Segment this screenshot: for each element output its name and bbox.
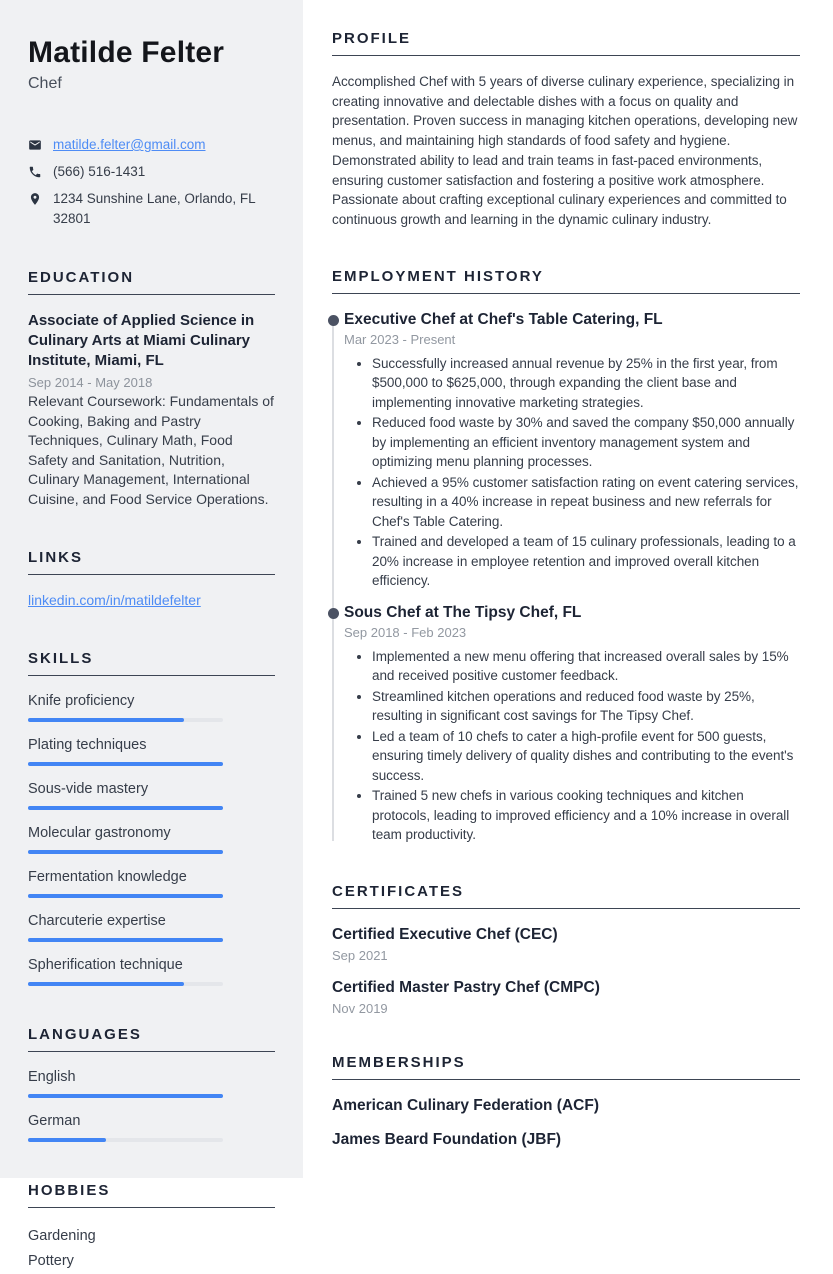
email-link[interactable]: matilde.felter@gmail.com [53,137,206,152]
job-entry [344,603,800,845]
language-item [28,1112,275,1142]
phone-icon [28,162,42,179]
languages-list [28,1068,275,1142]
level-bar-track [28,718,223,722]
level-bar-fill [28,982,184,986]
level-bar-fill [28,894,223,898]
job-bullet-text: Trained and developed a team of 15 culinary professionals, leading to a 20% increase in employee retention and improved overall kitchen efficiency. [372,534,796,589]
hobbies-section [28,1182,275,1274]
memberships-heading: MEMBERSHIPS [332,1054,800,1080]
hobbies-heading: HOBBIES [28,1182,275,1208]
bar-label: German [28,1113,81,1129]
email-icon [28,135,42,152]
job-entry [344,310,800,591]
education-heading: EDUCATION [28,269,275,295]
skill-item [28,868,275,898]
level-bar-track [28,982,223,986]
bar-label: Fermentation knowledge [28,869,187,885]
skills-list [28,692,275,986]
memberships-list [332,1096,800,1150]
hobbies-list [28,1224,275,1274]
phone-number: (566) 516-1431 [53,164,146,179]
bullet-icon [357,540,361,544]
person-job-title: Chef [28,75,62,92]
person-name: Matilde Felter [28,36,225,69]
sidebar [0,0,303,1269]
level-bar-track [28,850,223,854]
job-bullet [344,532,800,591]
bullet-icon [357,421,361,425]
job-title: Executive Chef at Chef's Table Catering, FL [344,310,663,328]
job-bullet-text: Reduced food waste by 30% and saved the company $50,000 annually by implementing an efficient inventory management system and optimizing menu planning processes. [372,415,795,470]
bullet-icon [357,481,361,485]
job-bullet [344,727,800,786]
bar-label: Molecular gastronomy [28,825,171,841]
job-bullet-text: Trained 5 new chefs in various cooking techniques and kitchen protocols, leading to improved efficiency and a 10% increase in overall team productivity. [372,788,790,843]
skill-item [28,824,275,854]
bullet-icon [357,695,361,699]
job-bullet [344,786,800,845]
skills-section [28,650,275,986]
level-bar-fill [28,806,223,810]
skill-item [28,780,275,810]
certificate-item [332,925,800,963]
education-degree: Associate of Applied Science in Culinary Arts at Miami Culinary Institute, Miami, FL [28,312,255,369]
job-bullet [344,413,800,472]
link-item [28,591,275,610]
level-bar-track [28,894,223,898]
address: 1234 Sunshine Lane, Orlando, FL 32801 [53,191,256,226]
certificates-heading: CERTIFICATES [332,883,800,909]
location-pin-icon [28,189,42,206]
job-dates: Sep 2018 - Feb 2023 [344,624,467,640]
bullet-icon [357,655,361,659]
level-bar-track [28,1138,223,1142]
job-bullet [344,354,800,413]
certificate-date: Sep 2021 [332,947,388,963]
job-bullet [344,647,800,686]
hobby-item: Pottery [28,1253,74,1269]
bar-label: Spherification technique [28,957,183,973]
bar-label: Knife proficiency [28,693,135,709]
bar-label: Sous-vide mastery [28,781,149,797]
contact-info [28,135,275,229]
level-bar-fill [28,718,184,722]
timeline-dot-icon [328,608,339,619]
certificate-date: Nov 2019 [332,1000,388,1016]
linkedin-link[interactable]: linkedin.com/in/matildefelter [28,592,201,608]
languages-section [28,1026,275,1142]
job-bullet [344,473,800,532]
job-bullet-text: Achieved a 95% customer satisfaction rating on event catering services, resulting in a 40% increase in repeat business and new referrals for Chef's Table Catering. [372,474,799,529]
bar-label: Charcuterie expertise [28,913,166,929]
certificate-title: Certified Master Pastry Chef (CMPC) [332,978,600,996]
profile-heading: PROFILE [332,30,800,56]
contact-row-phone [28,162,275,182]
skill-item [28,956,275,986]
bar-label: Plating techniques [28,737,147,753]
level-bar-fill [28,1094,223,1098]
employment-timeline [332,310,800,845]
job-title: Sous Chef at The Tipsy Chef, FL [344,603,582,621]
level-bar-fill [28,762,223,766]
membership-item: James Beard Foundation (JBF) [332,1130,562,1148]
bullet-icon [357,362,361,366]
profile-section [332,30,800,230]
job-bullet-text: Implemented a new menu offering that increased overall sales by 15% and received positive customer feedback. [372,648,789,684]
bar-label: English [28,1069,76,1085]
job-bullet-text: Successfully increased annual revenue by 25% in the first year, from $500,000 to $625,000, through expanding the client base and implementing innovative marketing strategies. [372,355,778,410]
links-section [28,549,275,610]
education-dates: Sep 2014 - May 2018 [28,375,153,390]
job-dates: Mar 2023 - Present [344,331,456,347]
employment-section [332,268,800,845]
skill-item [28,692,275,722]
hobby-item: Gardening [28,1228,96,1244]
level-bar-track [28,806,223,810]
job-bullets [344,354,800,591]
memberships-section [332,1054,800,1150]
timeline-dot-icon [328,315,339,326]
links-heading: LINKS [28,549,275,575]
certificate-item [332,978,800,1016]
level-bar-track [28,1094,223,1098]
main-column [303,0,833,1150]
skills-heading: SKILLS [28,650,275,676]
profile-text: Accomplished Chef with 5 years of diverse culinary experience, specializing in creating innovative and delectable dishes with a focus on quality and presentation. Proven success in managing kitchen operations, developing new menus, and maintaining high standards of food safety and hygiene. Demonstrated ability to lead and train teams in fast-paced environments, ensuring customer satisfaction and fostering a positive work atmosphere. Passionate about crafting exceptional culinary experiences and committed to continuous growth and learning in the dynamic culinary industry. [332,74,798,227]
level-bar-fill [28,938,223,942]
skill-item [28,912,275,942]
skill-item [28,736,275,766]
certificates-list [332,925,800,1016]
job-bullet-text: Led a team of 10 chefs to cater a high-profile event for 500 guests, ensuring timely delivery of quality dishes and contributing to the event's success. [372,728,794,783]
bullet-icon [357,794,361,798]
contact-row-email [28,135,275,155]
education-description: Relevant Coursework: Fundamentals of Cooking, Baking and Pastry Techniques, Culinary Math, Food Safety and Sanitation, Nutrition, Culinary Management, International Cuisine, and Food Service Operations. [28,393,274,507]
bullet-icon [357,735,361,739]
languages-heading: LANGUAGES [28,1026,275,1052]
job-bullet-text: Streamlined kitchen operations and reduced food waste by 25%, resulting in significant cost savings for The Tipsy Chef. [372,688,755,724]
level-bar-track [28,938,223,942]
level-bar-track [28,762,223,766]
job-bullet [344,687,800,726]
level-bar-fill [28,1138,106,1142]
language-item [28,1068,275,1098]
job-bullets [344,647,800,845]
contact-row-address [28,189,275,229]
education-section [28,269,275,509]
certificate-title: Certified Executive Chef (CEC) [332,925,558,943]
membership-item: American Culinary Federation (ACF) [332,1096,599,1114]
level-bar-fill [28,850,223,854]
employment-heading: EMPLOYMENT HISTORY [332,268,800,294]
certificates-section [332,883,800,1016]
